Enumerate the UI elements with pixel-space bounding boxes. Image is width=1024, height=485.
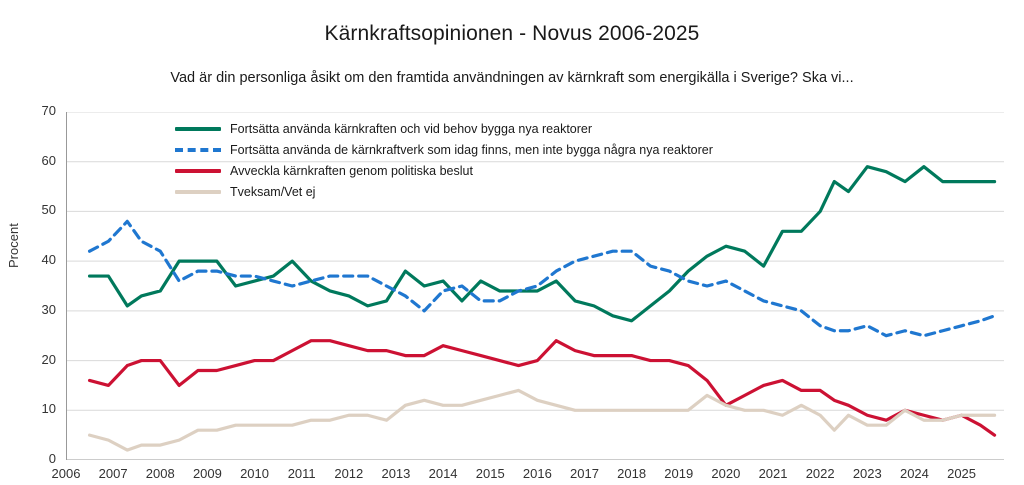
x-tick-label: 2008	[145, 466, 175, 481]
x-tick-label: 2022	[805, 466, 835, 481]
y-tick-label: 40	[41, 252, 56, 268]
legend-swatch-dashed-blue	[175, 148, 221, 152]
x-tick-label: 2016	[522, 466, 552, 481]
y-tick-label: 50	[41, 202, 56, 218]
chart-title: Kärnkraftsopinionen - Novus 2006-2025	[324, 22, 700, 45]
x-tick-label: 2009	[192, 466, 222, 481]
legend-item-label: Fortsätta använda de kärnkraftverk som idag finns, men inte bygga några nya reaktorer	[230, 142, 713, 157]
x-tick-label: 2011	[287, 466, 316, 481]
x-tick-label: 2012	[334, 466, 364, 481]
legend-swatch-solid-beige	[175, 190, 221, 194]
x-tick-label: 2013	[381, 466, 411, 481]
legend-item	[175, 160, 815, 181]
legend-item	[175, 181, 815, 202]
legend-item	[175, 139, 815, 160]
legend-item-label: Tveksam/Vet ej	[230, 184, 316, 199]
series-line-3	[90, 390, 995, 450]
x-tick-label: 2014	[428, 466, 458, 481]
x-tick-label: 2023	[852, 466, 882, 481]
chart-legend	[175, 118, 815, 202]
x-tick-label: 2024	[899, 466, 929, 481]
legend-item-label: Avveckla kärnkraften genom politiska beslut	[230, 163, 473, 178]
x-tick-label: 2010	[240, 466, 269, 481]
y-tick-label: 20	[41, 351, 56, 367]
y-tick-label: 30	[41, 301, 56, 317]
chart-subtitle: Vad är din personliga åsikt om den framtida användningen av kärnkraft som energikälla i Sverige? Ska vi...	[170, 70, 854, 86]
x-tick-label: 2017	[570, 466, 599, 481]
y-axis-label: Procent	[6, 223, 21, 268]
y-tick-label: 60	[41, 152, 56, 168]
x-tick-label: 2007	[98, 466, 128, 481]
x-tick-label: 2015	[475, 466, 505, 481]
x-tick-label: 2006	[51, 466, 81, 481]
series-line-1	[90, 221, 995, 335]
y-tick-label: 70	[41, 103, 56, 118]
x-tick-label: 2020	[711, 466, 741, 481]
x-tick-label: 2018	[617, 466, 647, 481]
x-tick-label: 2021	[758, 466, 788, 481]
legend-item	[175, 118, 815, 139]
y-tick-label: 0	[48, 451, 56, 466]
x-tick-label: 2019	[664, 466, 694, 481]
legend-swatch-solid-green	[175, 127, 221, 131]
y-tick-label: 10	[41, 401, 56, 417]
x-tick-label: 2025	[947, 466, 977, 481]
legend-swatch-solid-red	[175, 169, 221, 173]
legend-item-label: Fortsätta använda kärnkraften och vid behov bygga nya reaktorer	[230, 121, 593, 136]
